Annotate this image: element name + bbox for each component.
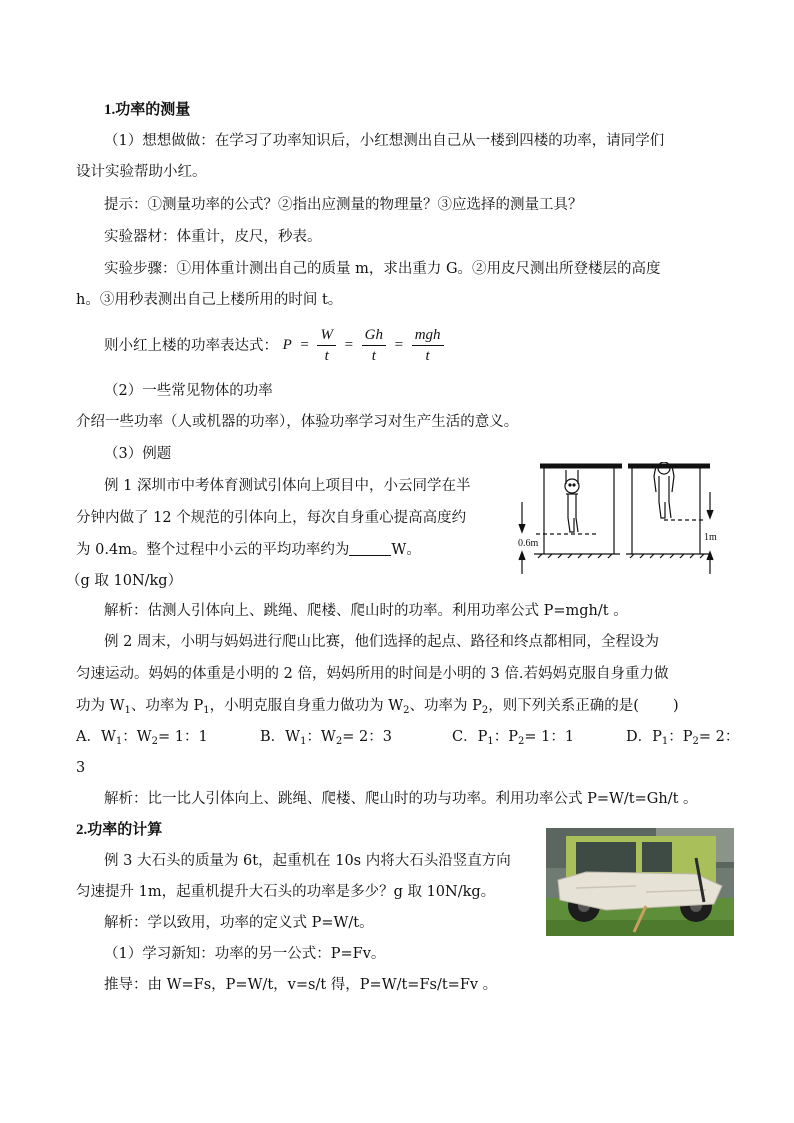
right-height-label: 1m xyxy=(704,532,717,543)
section-title-power-measurement: 1.功率的测量 xyxy=(104,102,191,118)
fraction-denominator: t xyxy=(371,348,376,364)
pullup-figure xyxy=(516,462,742,578)
option-text: ：W xyxy=(122,729,152,745)
text-fragment: 、功率为 P xyxy=(130,698,204,714)
example1-analysis: 解析：估测人引体向上、跳绳、爬楼、爬山时的功率。利用功率公式 P=mgh/t 。 xyxy=(104,603,628,619)
option-text: A．W xyxy=(76,729,116,745)
option-c xyxy=(452,727,574,752)
subscript: 1 xyxy=(661,736,669,747)
crane-lifting-stone-photo xyxy=(546,828,734,936)
answer-blank xyxy=(349,541,391,556)
subscript: 1 xyxy=(300,736,307,747)
derivation: 推导：由 W=Fs，P=W/t，v=s/t 得，P=W/t=Fs/t=Fv 。 xyxy=(104,977,498,993)
option-a xyxy=(76,727,208,752)
steps-line1: 实验步骤：①用体重计测出自己的质量 m，求出重力 G。②用皮尺测出所登楼层的高度 xyxy=(104,261,661,277)
example2-line2: 匀速运动。妈妈的体重是小明的 2 倍，妈妈所用的时间是小明的 3 倍.若妈妈克服自身重力做 xyxy=(76,666,669,682)
example1-line1: 例 1 深圳市中考体育测试引体向上项目中，小云同学在半 xyxy=(104,478,471,494)
example3-analysis: 解析：学以致用，功率的定义式 P=W/t。 xyxy=(104,915,374,931)
text-fragment: ，则下列关系正确的是( xyxy=(488,698,639,714)
fraction-mgh-over-t xyxy=(412,325,444,366)
fraction-denominator: t xyxy=(324,348,329,364)
option-d xyxy=(626,727,739,752)
q1-line2: 设计实验帮助小红。 xyxy=(76,164,207,180)
example1-line2: 分钟内做了 12 个规范的引体向上，每次自身重心提高高度约 xyxy=(76,510,467,526)
fraction-numerator: mgh xyxy=(412,325,444,346)
example2-line1: 例 2 周末，小明与妈妈进行爬山比赛，他们选择的起点、路径和终点都相同，全程设为 xyxy=(104,634,659,650)
left-arrow-top-head xyxy=(519,524,525,532)
right-arrow-bottom-head xyxy=(707,552,713,560)
formula-label: 则小红上楼的功率表达式： xyxy=(104,337,278,354)
subscript: 2 xyxy=(692,736,699,747)
example1-g-value: （g 取 10N/kg） xyxy=(66,573,183,589)
option-text: ：P xyxy=(668,729,693,745)
fraction-gh-over-t xyxy=(362,325,386,366)
fraction-denominator: t xyxy=(425,348,430,364)
subscript: 2 xyxy=(481,705,489,716)
formula-eq: = xyxy=(394,337,404,353)
formula-eq: = xyxy=(300,337,309,353)
text-fragment: ) xyxy=(672,698,679,714)
example2-line3 xyxy=(76,696,679,721)
option-text: C．P xyxy=(452,729,488,745)
option-d-wrap: 3 xyxy=(76,760,86,776)
subscript: 1 xyxy=(203,705,210,716)
left-arrow-bottom-head xyxy=(519,552,525,560)
person-hanging-icon xyxy=(565,470,579,532)
subscript: 2 xyxy=(403,705,410,716)
section-title-power-calculation: 2.功率的计算 xyxy=(76,822,163,838)
option-text: ：P xyxy=(493,729,518,745)
option-text: = 2： xyxy=(698,729,740,745)
hint-text: 提示：①测量功率的公式？②指出应测量的物理量？③应选择的测量工具？ xyxy=(104,197,583,213)
formula-eq: = xyxy=(344,337,354,353)
option-text: ：W xyxy=(306,729,336,745)
q2-description: 介绍一些功率（人或机器的功率），体验功率学习对生产生活的意义。 xyxy=(76,414,519,430)
example3-line1: 例 3 大石头的质量为 6t，起重机在 10s 内将大石头沿竖直方向 xyxy=(104,853,511,869)
new-knowledge: （1）学习新知：功率的另一公式：P=Fv。 xyxy=(104,946,386,962)
subscript: 2 xyxy=(518,736,525,747)
left-height-label: 0.6m xyxy=(518,538,539,549)
formula-p: P xyxy=(282,337,292,353)
steps-line2: h。③用秒表测出自己上楼所用的时间 t。 xyxy=(76,292,343,308)
text-fragment: 功为 W xyxy=(76,698,125,714)
example1-line3-unit: W。 xyxy=(391,542,421,558)
q3-heading: （3）例题 xyxy=(104,446,172,462)
q1-line1: （1）想想做做：在学习了功率知识后，小红想测出自己从一楼到四楼的功率，请同学们 xyxy=(104,133,665,149)
fraction-numerator: W xyxy=(317,325,336,346)
option-text: = 2：3 xyxy=(342,729,392,745)
q2-heading: （2）一些常见物体的功率 xyxy=(104,383,273,399)
option-text: = 1：1 xyxy=(524,729,575,745)
subscript: 2 xyxy=(151,736,159,747)
fraction-numerator: Gh xyxy=(362,325,386,346)
subscript: 1 xyxy=(115,736,123,747)
option-text: = 1：1 xyxy=(158,729,208,745)
example3-line2: 匀速提升 1m，起重机提升大石头的功率是多少？g 取 10N/kg。 xyxy=(76,884,496,900)
subscript: 1 xyxy=(124,705,131,716)
person-chinup-icon xyxy=(654,462,674,518)
right-arrow-top-head xyxy=(707,510,713,518)
subscript: 1 xyxy=(487,736,494,747)
example1-line3 xyxy=(76,540,421,560)
text-fragment: 、功率为 P xyxy=(409,698,482,714)
option-text: D．P xyxy=(626,729,662,745)
text-fragment: ，小明克服自身重力做功为 W xyxy=(209,698,404,714)
equipment-text: 实验器材：体重计，皮尺，秒表。 xyxy=(104,229,322,245)
example1-line3-text: 为 0.4m。整个过程中小云的平均功率约为 xyxy=(76,542,350,558)
example2-analysis: 解析：比一比人引体向上、跳绳、爬楼、爬山时的功与功率。利用功率公式 P=W/t=Gh/t 。 xyxy=(104,791,698,807)
subscript: 2 xyxy=(335,736,343,747)
option-text: B．W xyxy=(260,729,301,745)
power-formula xyxy=(104,325,444,369)
fraction-w-over-t xyxy=(317,325,336,366)
option-b xyxy=(260,727,392,752)
